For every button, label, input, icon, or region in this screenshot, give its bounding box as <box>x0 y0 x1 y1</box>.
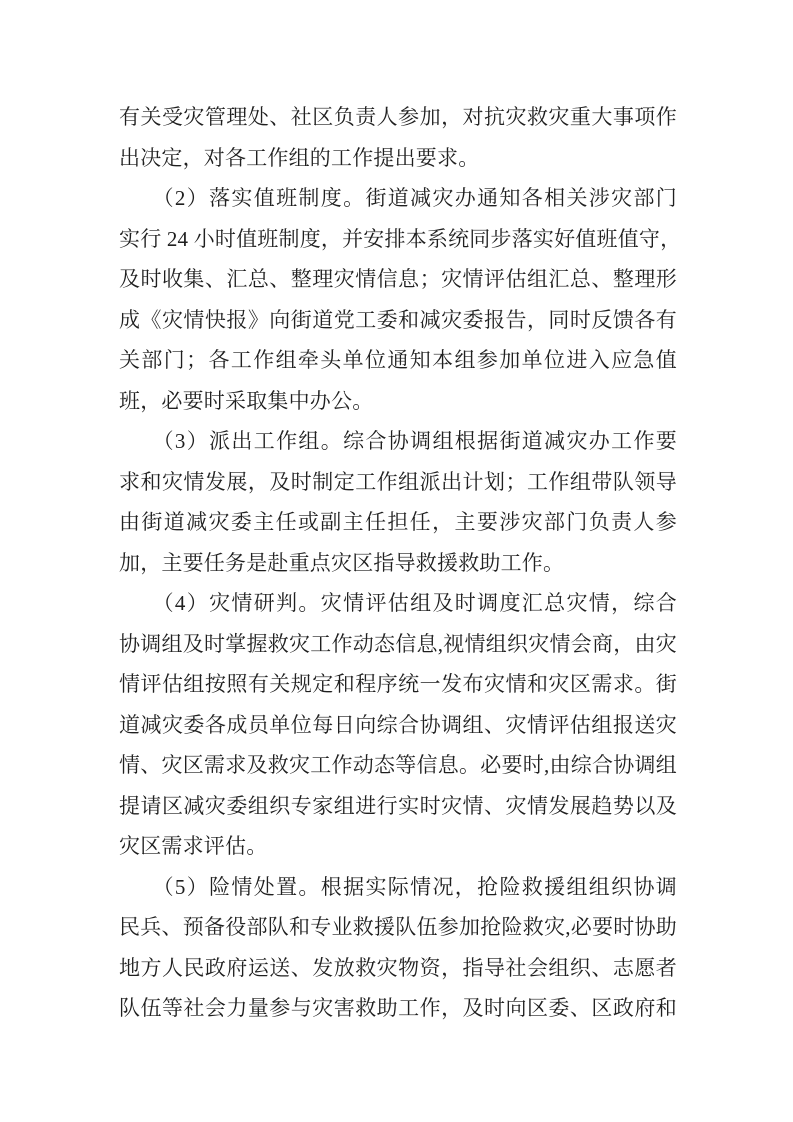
paragraph-item-2 <box>119 178 682 421</box>
text-line: 情评估组按照有关规定和程序统一发布灾情和灾区需求。街 <box>119 672 677 696</box>
text-line: 提请区减灾委组织专家组进行实时灾情、灾情发展趋势以及 <box>119 793 677 818</box>
text-line: 出决定，对各工作组的工作提出要求。 <box>119 145 480 170</box>
text-line: 成《灾情快报》向街道党工委和减灾委报告，同时反馈各有 <box>119 307 677 332</box>
text-line: 及时收集、汇总、整理灾情信息；灾情评估组汇总、整理形 <box>119 267 677 291</box>
text-line: （5）险情处置。根据实际情况，抢险救援组组织协调 <box>152 874 677 899</box>
text-line: （4）灾情研判。灾情评估组及时调度汇总灾情，综合 <box>152 591 677 615</box>
text-line: 灾区需求评估。 <box>119 834 268 858</box>
text-line: 民兵、预备役部队和专业救援队伍参加抢险救灾,必要时协助 <box>119 915 677 939</box>
text-block <box>119 97 682 1029</box>
text-line: 道减灾委各成员单位每日向综合协调组、灾情评估组报送灾 <box>119 712 677 737</box>
text-line: 地方人民政府运送、发放救灾物资，指导社会组织、志愿者 <box>119 955 677 980</box>
text-line: 由街道减灾委主任或副主任担任，主要涉灾部门负责人参 <box>119 510 677 534</box>
text-line: 加，主要任务是赴重点灾区指导救援救助工作。 <box>119 550 565 575</box>
text-line: 关部门；各工作组牵头单位通知本组参加单位进入应急值 <box>119 348 677 372</box>
text-line: 情、灾区需求及救灾工作动态等信息。必要时,由综合协调组 <box>119 753 677 777</box>
paragraph-item-5 <box>119 867 677 1029</box>
text-line: 队伍等社会力量参与灾害救助工作，及时向区委、区政府和 <box>119 996 677 1020</box>
text-line: （3）派出工作组。综合协调组根据街道减灾办工作要 <box>152 429 677 453</box>
text-line: 协调组及时掌握救灾工作动态信息,视情组织灾情会商，由灾 <box>119 631 677 656</box>
paragraph-continuation <box>119 97 677 178</box>
text-line: （2）落实值班制度。街道减灾办通知各相关涉灾部门 <box>152 186 677 210</box>
text-line: 求和灾情发展，及时制定工作组派出计划；工作组带队领导 <box>119 469 677 494</box>
text-line: 班，必要时采取集中办公。 <box>119 388 374 413</box>
text-line: 有关受灾管理处、社区负责人参加，对抗灾救灾重大事项作 <box>119 105 677 129</box>
paragraph-item-3 <box>119 421 677 583</box>
text-line: 实行 24 小时值班制度，并安排本系统同步落实好值班值守， <box>119 226 682 251</box>
paragraph-item-4 <box>119 583 677 867</box>
